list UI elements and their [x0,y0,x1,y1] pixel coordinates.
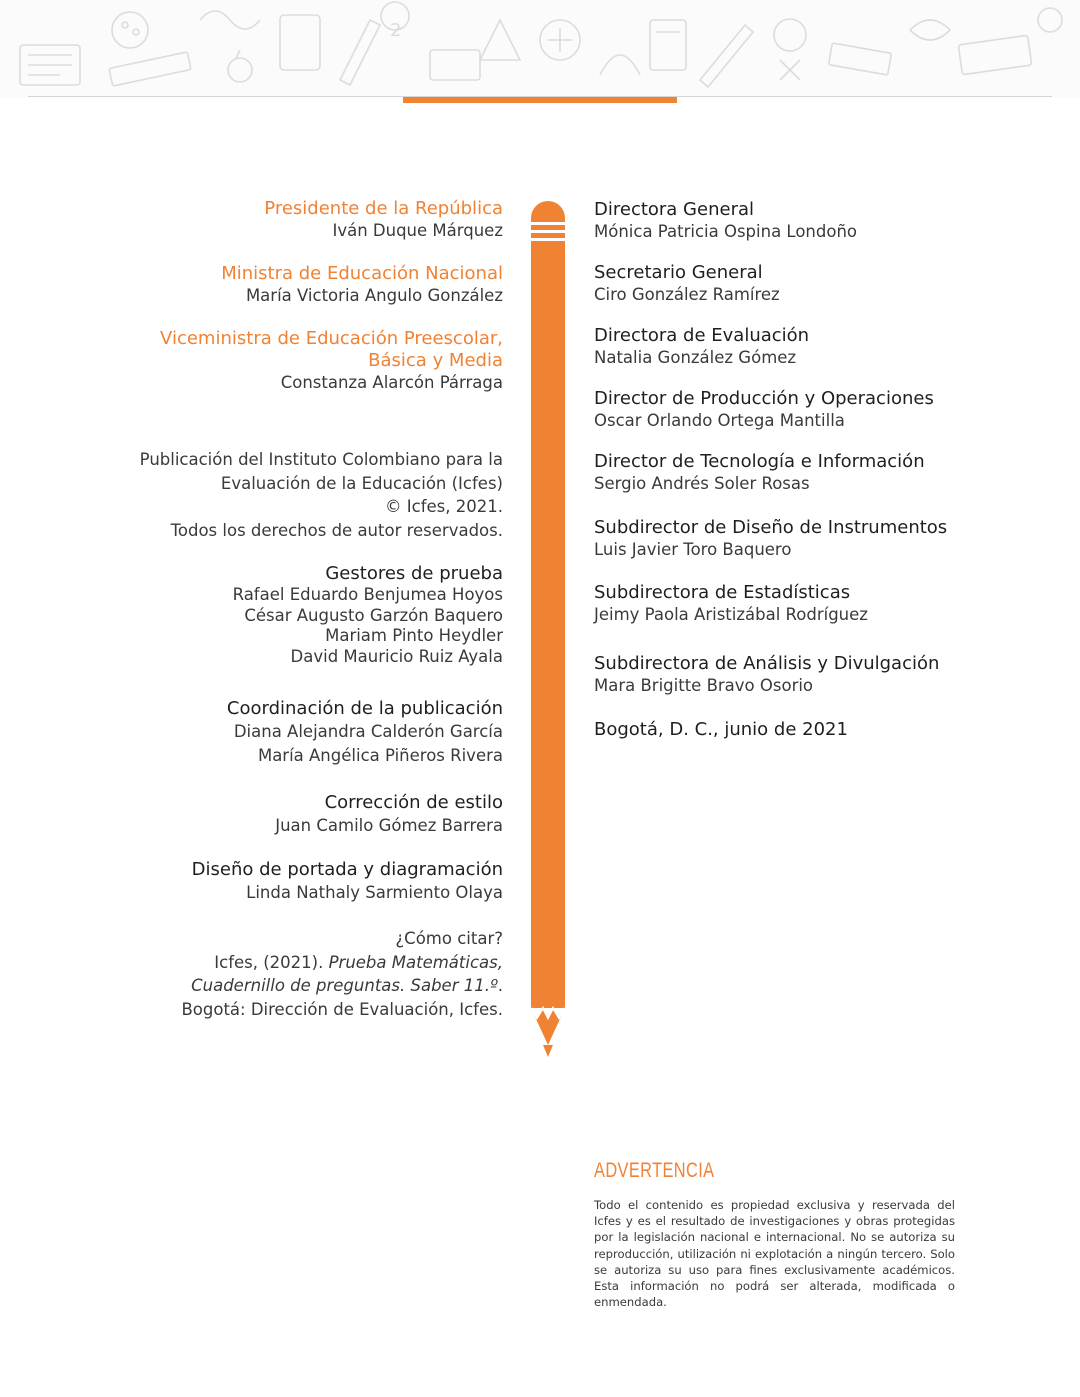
staff-entry [594,261,1034,306]
official-role: Presidente de la República [264,198,503,219]
credits-right-column [594,198,1034,741]
header-doodle-pattern [0,0,1080,98]
warning-title: ADVERTENCIA [594,1159,715,1182]
credit-name: Diana Alejandra Calderón García [233,722,503,741]
citation-period: . [497,976,503,995]
staff-role: Directora de Evaluación [594,325,810,346]
section-title: Gestores de prueba [325,563,503,584]
credit-name: María Angélica Piñeros Rivera [257,746,503,765]
credit-name: Juan Camilo Gómez Barrera [275,816,503,835]
citation-line: Bogotá: Dirección de Evaluación, Icfes. [181,999,503,1019]
credit-name: David Mauricio Ruiz Ayala [290,646,503,666]
gestores-section [100,562,503,667]
pencil-divider-icon [529,200,567,1060]
publication-notice [100,448,503,542]
official-name: María Victoria Angulo González [245,286,503,305]
staff-role: Directora General [594,199,754,220]
staff-role: Subdirector de Diseño de Instrumentos [594,517,948,538]
credit-name: Mariam Pinto Heydler [325,626,503,645]
citation-author: Icfes, (2021). [214,952,329,972]
section-title: Corrección de estilo [324,792,503,813]
official-role: Básica y Media [368,350,503,371]
staff-name: Sergio Andrés Soler Rosas [594,474,810,493]
publication-line: Todos los derechos de autor reservados. [170,520,503,540]
staff-entry [594,198,1034,243]
official-viceminister [100,328,503,394]
diseno-section [100,858,503,905]
coordinacion-section [100,697,503,768]
section-title: Coordinación de la publicación [226,698,503,719]
citation-line [100,951,503,975]
official-name: Iván Duque Márquez [332,221,503,240]
staff-name: Luis Javier Toro Baquero [594,540,792,559]
staff-entry [594,516,1034,561]
official-name: Constanza Alarcón Párraga [280,373,503,392]
citation-section [100,927,503,1021]
staff-role: Subdirectora de Estadísticas [594,582,851,603]
citation-line [100,974,503,998]
credit-name: Rafael Eduardo Benjumea Hoyos [232,585,503,604]
staff-name: Mónica Patricia Ospina Londoño [594,222,858,241]
citation-question: ¿Cómo citar? [395,929,503,948]
header-accent-bar [403,97,677,103]
official-minister [100,263,503,307]
staff-entry [594,652,1034,697]
staff-name: Jeimy Paola Aristizábal Rodríguez [594,605,868,624]
staff-name: Natalia González Gómez [594,348,797,367]
staff-name: Mara Brigitte Bravo Osorio [594,676,814,695]
staff-role: Secretario General [594,262,763,283]
staff-role: Subdirectora de Análisis y Divulgación [594,653,940,674]
staff-name: Ciro González Ramírez [594,285,780,304]
official-president [100,198,503,242]
publication-line: Evaluación de la Educación (Icfes) [220,473,503,493]
staff-entry [594,324,1034,369]
correccion-section [100,791,503,838]
citation-title: Cuadernillo de preguntas. Saber 11.º [191,976,498,995]
section-title: Diseño de portada y diagramación [191,859,503,880]
place-date: Bogotá, D. C., junio de 2021 [594,719,848,740]
staff-role: Director de Producción y Operaciones [594,388,934,409]
svg-text:2: 2 [390,20,402,41]
publication-line: Publicación del Instituto Colombiano para la [139,450,503,469]
publication-line: © Icfes, 2021. [385,497,503,516]
staff-role: Director de Tecnología e Información [594,451,925,472]
citation-title: Prueba Matemáticas, [328,952,503,972]
staff-entry [594,450,1034,495]
credits-left-column [100,198,503,1021]
warning-text: Todo el contenido es propiedad exclusiva y reservada del Icfes y es el resultado de investigaciones y obras protegidas por la legislación nacional e internacional. No se autoriza su reproducción, utilización ni explotación a ningún tercero. Solo se autoriza su uso para fines exclusivamente académicos. Esta información no podrá ser alterada, modificada o enmendada. [594,1198,955,1310]
staff-entry [594,387,1034,432]
official-role: Viceministra de Educación Preescolar, [160,328,503,349]
credit-name: Linda Nathaly Sarmiento Olaya [246,883,503,902]
official-role: Ministra de Educación Nacional [221,263,503,284]
staff-entry [594,581,1034,626]
staff-name: Oscar Orlando Ortega Mantilla [594,411,845,430]
credit-name: César Augusto Garzón Baquero [244,605,503,625]
